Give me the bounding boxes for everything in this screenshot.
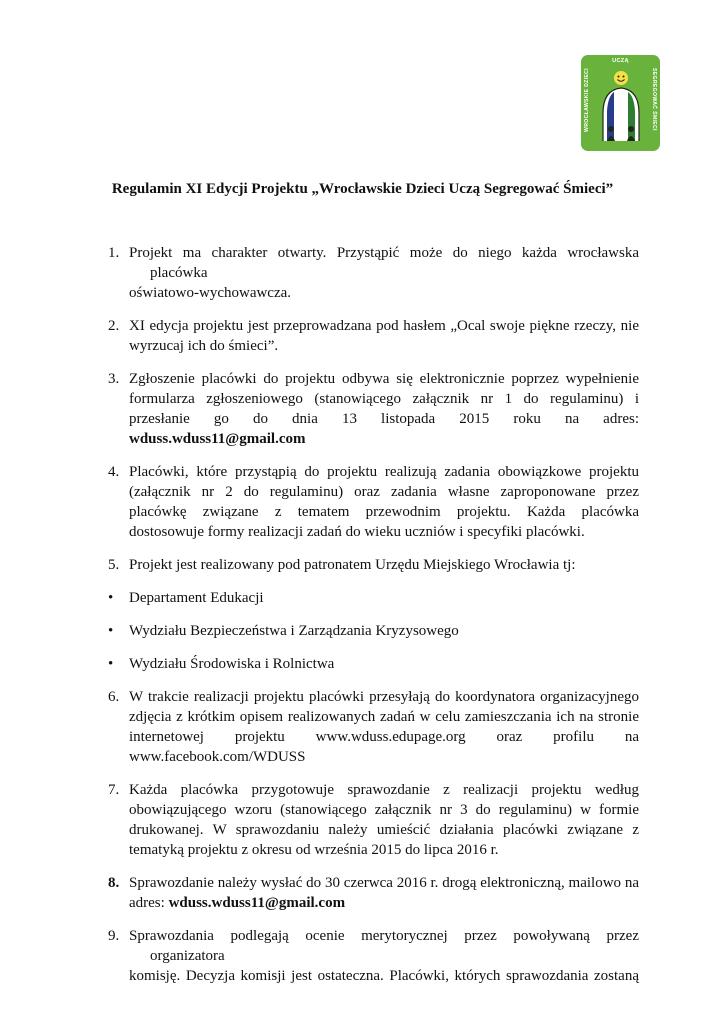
smiley-face-icon xyxy=(614,71,628,85)
item-line: wyrzucaj ich do śmieci”. xyxy=(129,338,279,354)
logo-graphic xyxy=(581,55,660,151)
item-line: Sprawozdania podlegają ocenie merytorycznej przez powoływaną przez organizatora xyxy=(129,928,639,964)
item-number: 8. xyxy=(108,875,120,891)
item-line: zdjęcia z krótkim opisem realizowanych zadań w celu zamieszczania ich na stronie xyxy=(129,709,639,725)
item-line: internetowej projektu www.wduss.edupage.org oraz profilu na xyxy=(129,729,639,745)
item-line: Placówki, które przystąpią do projektu realizują zadania obowiązkowe projektu xyxy=(129,464,639,480)
email-address[interactable]: wduss.wduss11@gmail.com xyxy=(129,431,306,447)
item-line: tematyką projektu z okresu od września 2015 do lipca 2016 r. xyxy=(129,842,499,858)
list-item-4 xyxy=(108,462,639,542)
item-number: 5. xyxy=(108,557,120,573)
item-number: 9. xyxy=(108,928,120,944)
project-logo xyxy=(581,55,660,151)
item-number: 4. xyxy=(108,464,120,480)
bullet-item xyxy=(108,621,639,641)
list-item-8 xyxy=(108,873,639,913)
bullet-icon: • xyxy=(108,656,114,672)
item-line: drukowanej. W sprawozdaniu należy umieścić działania placówki związane z xyxy=(129,822,639,838)
item-line: XI edycja projektu jest przeprowadzana pod hasłem „Ocal swoje piękne rzeczy, nie xyxy=(129,318,639,334)
list-item-7 xyxy=(108,780,639,860)
email-address[interactable]: wduss.wduss11@gmail.com xyxy=(168,895,346,911)
list-item-1 xyxy=(108,243,639,303)
item-number: 3. xyxy=(108,371,120,387)
item-line: Każda placówka przygotowuje sprawozdanie z realizacji projektu według xyxy=(129,782,639,798)
facebook-link[interactable]: www.facebook.com/WDUSS xyxy=(129,749,306,765)
item-line: dostosowuje formy realizacji zadań do wieku uczniów i specyfiki placówki. xyxy=(129,524,585,540)
item-line: komisję. Decyzja komisji jest ostateczna. Placówki, których sprawozdania zostaną xyxy=(129,968,639,984)
list-item-9 xyxy=(108,926,639,986)
bullet-item xyxy=(108,654,639,674)
item-line: placówkę związane z tematem przewodnim projektu. Każda placówka xyxy=(129,504,639,520)
list-item-3 xyxy=(108,369,639,449)
item-line: oświatowo-wychowawcza. xyxy=(129,285,292,301)
document-title: Regulamin XI Edycji Projektu „Wrocławskie Dzieci Uczą Segregować Śmieci” xyxy=(111,181,614,197)
striped-arch-icon xyxy=(603,88,639,141)
item-line: (załącznik nr 2 do regulaminu) oraz zadania własne zaproponowane przez xyxy=(129,484,639,500)
item-line: W trakcie realizacji projektu placówki przesyłają do koordynatora organizacyjnego xyxy=(129,689,639,705)
list-item-2 xyxy=(108,316,639,356)
item-line: Sprawozdanie należy wysłać do 30 czerwca 2016 r. drogą elektroniczną, mailowo na xyxy=(129,875,639,891)
bullet-icon: • xyxy=(108,590,114,606)
item-line: Projekt ma charakter otwarty. Przystąpić może do niego każda wrocławska placówka xyxy=(129,245,639,281)
item-line: przesłanie go do dnia 13 listopada 2015 roku na adres: xyxy=(129,411,639,427)
bullet-item xyxy=(108,588,639,608)
item-number: 6. xyxy=(108,689,120,705)
item-line: obowiązującego wzoru (stanowiącego załącznik nr 3 do regulaminu) w formie xyxy=(129,802,639,818)
item-number: 2. xyxy=(108,318,120,334)
item-line: Departament Edukacji xyxy=(129,590,264,606)
regulation-list xyxy=(108,243,639,999)
bullet-icon: • xyxy=(108,623,114,639)
item-prefix: adres: xyxy=(129,895,169,911)
item-line: Projekt jest realizowany pod patronatem Urzędu Miejskiego Wrocławia tj: xyxy=(129,557,576,573)
item-line: formularza zgłoszeniowego (stanowiącego załącznik nr 1 do regulaminu) i xyxy=(129,391,639,407)
item-number: 1. xyxy=(108,245,120,261)
logo-text-right: SEGREGOWAĆ ŚMIECI xyxy=(651,68,657,131)
list-item-6 xyxy=(108,687,639,767)
item-number: 7. xyxy=(108,782,120,798)
item-line: Zgłoszenie placówki do projektu odbywa się elektronicznie poprzez wypełnienie xyxy=(129,371,639,387)
logo-text-top: UCZĄ xyxy=(612,58,629,64)
item-line: Wydziału Bezpieczeństwa i Zarządzania Kryzysowego xyxy=(129,623,459,639)
item-line: Wydziału Środowiska i Rolnictwa xyxy=(129,656,335,672)
list-item-5 xyxy=(108,555,639,575)
logo-text-left: WROCŁAWSKIE DZIECI xyxy=(584,68,590,132)
